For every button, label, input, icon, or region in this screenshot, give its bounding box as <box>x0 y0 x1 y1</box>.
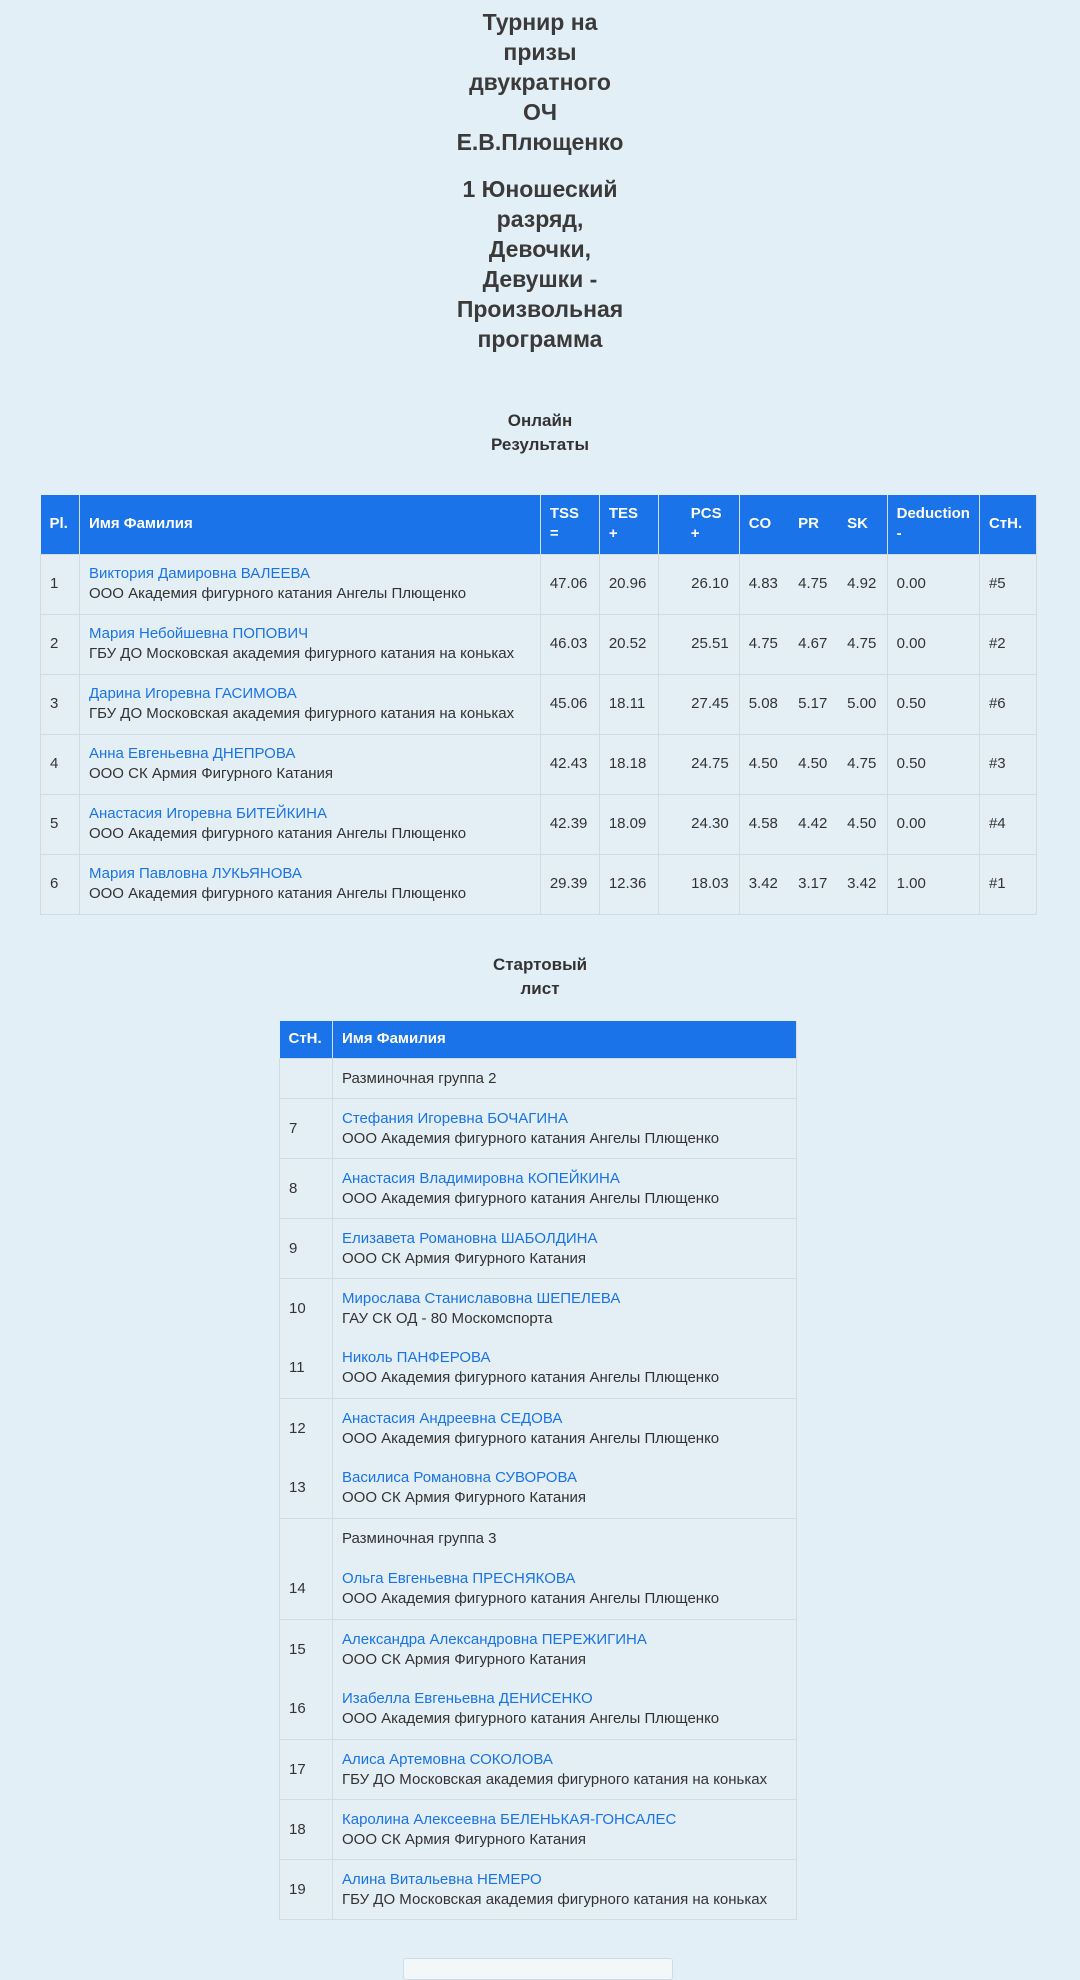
results-row <box>41 674 1037 734</box>
tss-cell: 42.43 <box>540 734 599 794</box>
col-pcs-sign: + <box>690 525 700 543</box>
start-number-cell: 14 <box>280 1560 333 1620</box>
pcs-cell: 25.51 <box>658 614 739 674</box>
tss-cell: 45.06 <box>540 674 599 734</box>
sk-cell: 4.92 <box>838 554 887 614</box>
col-tes-label: TES <box>608 505 638 523</box>
sk-cell: 4.50 <box>838 794 887 854</box>
skater-cell <box>332 1159 796 1219</box>
club-name: ООО СК Армия Фигурного Катания <box>341 1830 587 1848</box>
event-title-line: призы <box>503 39 577 65</box>
start-list-row <box>280 1680 797 1740</box>
start-list-title <box>480 953 600 1001</box>
start-number-cell: 17 <box>280 1740 333 1800</box>
skater-link[interactable]: Анастасия Владимировна КОПЕЙКИНА <box>341 1169 620 1187</box>
pcs-cell: 26.10 <box>658 554 739 614</box>
skater-link[interactable]: Алина Витальевна НЕМЕРО <box>341 1870 542 1888</box>
club-name: ООО Академия фигурного катания Ангелы Плющенко <box>341 1590 720 1608</box>
skater-cell <box>79 794 540 854</box>
skater-cell <box>332 1860 796 1920</box>
skater-cell <box>332 1339 796 1399</box>
col-tss <box>540 495 599 554</box>
start-number-cell: #4 <box>979 794 1036 854</box>
page-header <box>450 7 630 354</box>
skater-cell <box>332 1399 796 1459</box>
pcs-cell: 24.30 <box>658 794 739 854</box>
skater-link[interactable]: Василиса Романовна СУВОРОВА <box>341 1469 577 1487</box>
tss-cell: 29.39 <box>540 854 599 914</box>
results-row <box>41 854 1037 914</box>
skater-cell <box>332 1099 796 1159</box>
results-row <box>41 554 1037 614</box>
results-title-line: Онлайн <box>507 411 573 430</box>
start-list-row <box>280 1339 797 1399</box>
category-title-line: Девушки - <box>482 266 598 292</box>
col-place: Pl. <box>41 495 80 554</box>
co-cell: 4.75 <box>739 614 789 674</box>
col-co: CO <box>739 495 789 554</box>
col-name: Имя Фамилия <box>79 495 540 554</box>
club-name: ООО СК Армия Фигурного Катания <box>341 1489 587 1507</box>
start-number-cell: 10 <box>280 1279 333 1339</box>
start-list-row <box>280 1459 797 1519</box>
skater-cell <box>332 1459 796 1519</box>
skater-link[interactable]: Анастасия Игоревна БИТЕЙКИНА <box>88 805 327 822</box>
tss-cell: 46.03 <box>540 614 599 674</box>
event-title-line: Е.В.Плющенко <box>456 129 624 155</box>
deduction-cell: 0.00 <box>887 614 979 674</box>
sk-cell: 3.42 <box>838 854 887 914</box>
deduction-cell: 1.00 <box>887 854 979 914</box>
col-pcs-label: PCS <box>690 505 722 523</box>
skater-cell <box>332 1219 796 1279</box>
tss-cell: 42.39 <box>540 794 599 854</box>
start-list-row <box>280 1219 797 1279</box>
start-list-row <box>280 1800 797 1860</box>
start-list-row <box>280 1279 797 1339</box>
category-title <box>450 174 630 354</box>
start-number-cell: #2 <box>979 614 1036 674</box>
event-title <box>450 7 630 157</box>
sk-cell: 5.00 <box>838 674 887 734</box>
club-name: ООО Академия фигурного катания Ангелы Плющенко <box>88 885 467 902</box>
skater-link[interactable]: Виктория Дамировна ВАЛЕЕВА <box>88 565 310 582</box>
start-number-cell: 19 <box>280 1860 333 1920</box>
start-number-cell: 13 <box>280 1459 333 1519</box>
skater-link[interactable]: Елизавета Романовна ШАБОЛДИНА <box>341 1229 598 1247</box>
empty-cell <box>280 1519 333 1560</box>
start-list-row <box>280 1860 797 1920</box>
start-list-title-line: лист <box>520 978 560 998</box>
skater-link[interactable]: Стефания Игоревна БОЧАГИНА <box>341 1109 568 1127</box>
empty-cell <box>280 1059 333 1099</box>
club-name: ООО Академия фигурного катания Ангелы Плющенко <box>341 1710 720 1728</box>
start-list-row <box>280 1740 797 1800</box>
deduction-cell: 0.50 <box>887 674 979 734</box>
skater-link[interactable]: Дарина Игоревна ГАСИМОВА <box>88 685 297 702</box>
sk-cell: 4.75 <box>838 734 887 794</box>
tes-cell: 18.18 <box>599 734 658 794</box>
col-tes <box>599 495 658 554</box>
place-cell: 5 <box>41 794 80 854</box>
col-pr: PR <box>789 495 838 554</box>
results-header-row <box>41 495 1037 554</box>
start-number-cell: #6 <box>979 674 1036 734</box>
start-list-title-line: Стартовый <box>492 954 588 974</box>
col-sk: SK <box>838 495 887 554</box>
col-start-number: СтН. <box>280 1021 333 1059</box>
event-title-line: ОЧ <box>522 99 558 125</box>
start-list-row <box>280 1159 797 1219</box>
results-row <box>41 614 1037 674</box>
pcs-cell: 27.45 <box>658 674 739 734</box>
start-list-header-row <box>280 1021 797 1059</box>
warmup-group-label: Разминочная группа 3 <box>332 1519 796 1560</box>
deduction-cell: 0.00 <box>887 554 979 614</box>
deduction-cell: 0.00 <box>887 794 979 854</box>
skater-link[interactable]: Алиса Артемовна СОКОЛОВА <box>341 1750 553 1768</box>
start-number-cell: 16 <box>280 1680 333 1740</box>
start-list-row <box>280 1099 797 1159</box>
skater-cell <box>332 1680 796 1740</box>
start-number-cell: #5 <box>979 554 1036 614</box>
club-name: ГБУ ДО Московская академия фигурного катания на коньках <box>341 1890 768 1908</box>
skater-cell <box>332 1620 796 1680</box>
co-cell: 5.08 <box>739 674 789 734</box>
club-name: ООО Академия фигурного катания Ангелы Плющенко <box>341 1429 720 1447</box>
tes-cell: 20.52 <box>599 614 658 674</box>
results-row <box>41 794 1037 854</box>
col-name: Имя Фамилия <box>332 1021 796 1059</box>
results-title-line: Результаты <box>490 435 589 454</box>
sk-cell: 4.75 <box>838 614 887 674</box>
place-cell: 6 <box>41 854 80 914</box>
start-number-cell: 11 <box>280 1339 333 1399</box>
warmup-group-row <box>280 1059 797 1099</box>
club-name: ООО Академия фигурного катания Ангелы Плющенко <box>341 1369 720 1387</box>
skater-link[interactable]: Каролина Алексеевна БЕЛЕНЬКАЯ-ГОНСАЛЕС <box>341 1810 677 1828</box>
skater-link[interactable]: Николь ПАНФЕРОВА <box>341 1349 491 1367</box>
skater-cell <box>79 554 540 614</box>
col-deduction-sign: - <box>896 525 902 543</box>
place-cell: 4 <box>41 734 80 794</box>
skater-link[interactable]: Изабелла Евгеньевна ДЕНИСЕНКО <box>341 1690 593 1708</box>
event-title-line: Турнир на <box>482 9 598 35</box>
tes-cell: 18.09 <box>599 794 658 854</box>
skater-cell <box>79 854 540 914</box>
col-deduction-label: Deduction <box>896 505 970 523</box>
club-name: ООО Академия фигурного катания Ангелы Плющенко <box>341 1129 720 1147</box>
warmup-group-row <box>280 1519 797 1560</box>
club-name: ООО СК Армия Фигурного Катания <box>88 765 333 782</box>
club-name: ГБУ ДО Московская академия фигурного катания на коньках <box>88 645 515 662</box>
skater-link[interactable]: Мария Небойшевна ПОПОВИЧ <box>88 625 309 642</box>
club-name: ООО СК Армия Фигурного Катания <box>341 1249 587 1267</box>
tes-cell: 12.36 <box>599 854 658 914</box>
start-list-row <box>280 1399 797 1459</box>
results-section-title <box>480 409 600 457</box>
skater-cell <box>79 734 540 794</box>
warmup-group-label: Разминочная группа 2 <box>332 1059 796 1099</box>
pr-cell: 4.75 <box>789 554 838 614</box>
start-list-row <box>280 1620 797 1680</box>
skater-cell <box>79 674 540 734</box>
tes-cell: 20.96 <box>599 554 658 614</box>
co-cell: 3.42 <box>739 854 789 914</box>
category-title-line: 1 Юношеский <box>462 176 618 202</box>
col-tss-label: TSS <box>549 505 580 523</box>
col-tes-sign: + <box>608 525 618 543</box>
club-name: ООО Академия фигурного катания Ангелы Плющенко <box>341 1189 720 1207</box>
start-number-cell: 7 <box>280 1099 333 1159</box>
col-pcs <box>658 495 739 554</box>
tss-cell: 47.06 <box>540 554 599 614</box>
skater-cell <box>332 1560 796 1620</box>
results-row <box>41 734 1037 794</box>
skater-link[interactable]: Анастасия Андреевна СЕДОВА <box>341 1409 563 1427</box>
skater-cell <box>79 614 540 674</box>
co-cell: 4.50 <box>739 734 789 794</box>
category-title-line: разряд, <box>496 206 584 232</box>
tes-cell: 18.11 <box>599 674 658 734</box>
pr-cell: 4.42 <box>789 794 838 854</box>
skater-link[interactable]: Ольга Евгеньевна ПРЕСНЯКОВА <box>341 1570 576 1588</box>
club-name: ООО СК Армия Фигурного Катания <box>341 1650 587 1668</box>
place-cell: 2 <box>41 614 80 674</box>
skater-link[interactable]: Александра Александровна ПЕРЕЖИГИНА <box>341 1630 647 1648</box>
pcs-cell: 18.03 <box>658 854 739 914</box>
pr-cell: 4.67 <box>789 614 838 674</box>
club-name: ООО Академия фигурного катания Ангелы Плющенко <box>88 825 467 842</box>
start-number-cell: 12 <box>280 1399 333 1459</box>
footer-button[interactable] <box>403 1958 673 1980</box>
category-title-line: программа <box>477 326 603 352</box>
club-name: ГАУ СК ОД - 80 Москомспорта <box>341 1309 553 1327</box>
start-number-cell: #3 <box>979 734 1036 794</box>
col-tss-sign: = <box>549 525 559 543</box>
results-table <box>40 495 1037 915</box>
place-cell: 3 <box>41 674 80 734</box>
pr-cell: 5.17 <box>789 674 838 734</box>
pcs-cell: 24.75 <box>658 734 739 794</box>
start-number-cell: 15 <box>280 1620 333 1680</box>
pr-cell: 4.50 <box>789 734 838 794</box>
club-name: ГБУ ДО Московская академия фигурного катания на коньках <box>341 1770 768 1788</box>
start-list-row <box>280 1560 797 1620</box>
start-number-cell: 8 <box>280 1159 333 1219</box>
start-number-cell: 9 <box>280 1219 333 1279</box>
club-name: ООО Академия фигурного катания Ангелы Плющенко <box>88 585 467 602</box>
skater-cell <box>332 1800 796 1860</box>
category-title-line: Произвольная <box>456 296 624 322</box>
skater-link[interactable]: Анна Евгеньевна ДНЕПРОВА <box>88 745 296 762</box>
skater-cell <box>332 1279 796 1339</box>
start-number-cell: #1 <box>979 854 1036 914</box>
skater-link[interactable]: Мария Павловна ЛУКЬЯНОВА <box>88 865 302 882</box>
deduction-cell: 0.50 <box>887 734 979 794</box>
pr-cell: 3.17 <box>789 854 838 914</box>
place-cell: 1 <box>41 554 80 614</box>
col-deduction <box>887 495 979 554</box>
co-cell: 4.58 <box>739 794 789 854</box>
club-name: ГБУ ДО Московская академия фигурного катания на коньках <box>88 705 515 722</box>
co-cell: 4.83 <box>739 554 789 614</box>
skater-cell <box>332 1740 796 1800</box>
event-title-line: двукратного <box>469 69 611 95</box>
start-list-table <box>279 1021 797 1921</box>
category-title-line: Девочки, <box>488 236 592 262</box>
start-number-cell: 18 <box>280 1800 333 1860</box>
col-start-number: СтН. <box>979 495 1036 554</box>
skater-link[interactable]: Мирослава Станиславовна ШЕПЕЛЕВА <box>341 1289 621 1307</box>
